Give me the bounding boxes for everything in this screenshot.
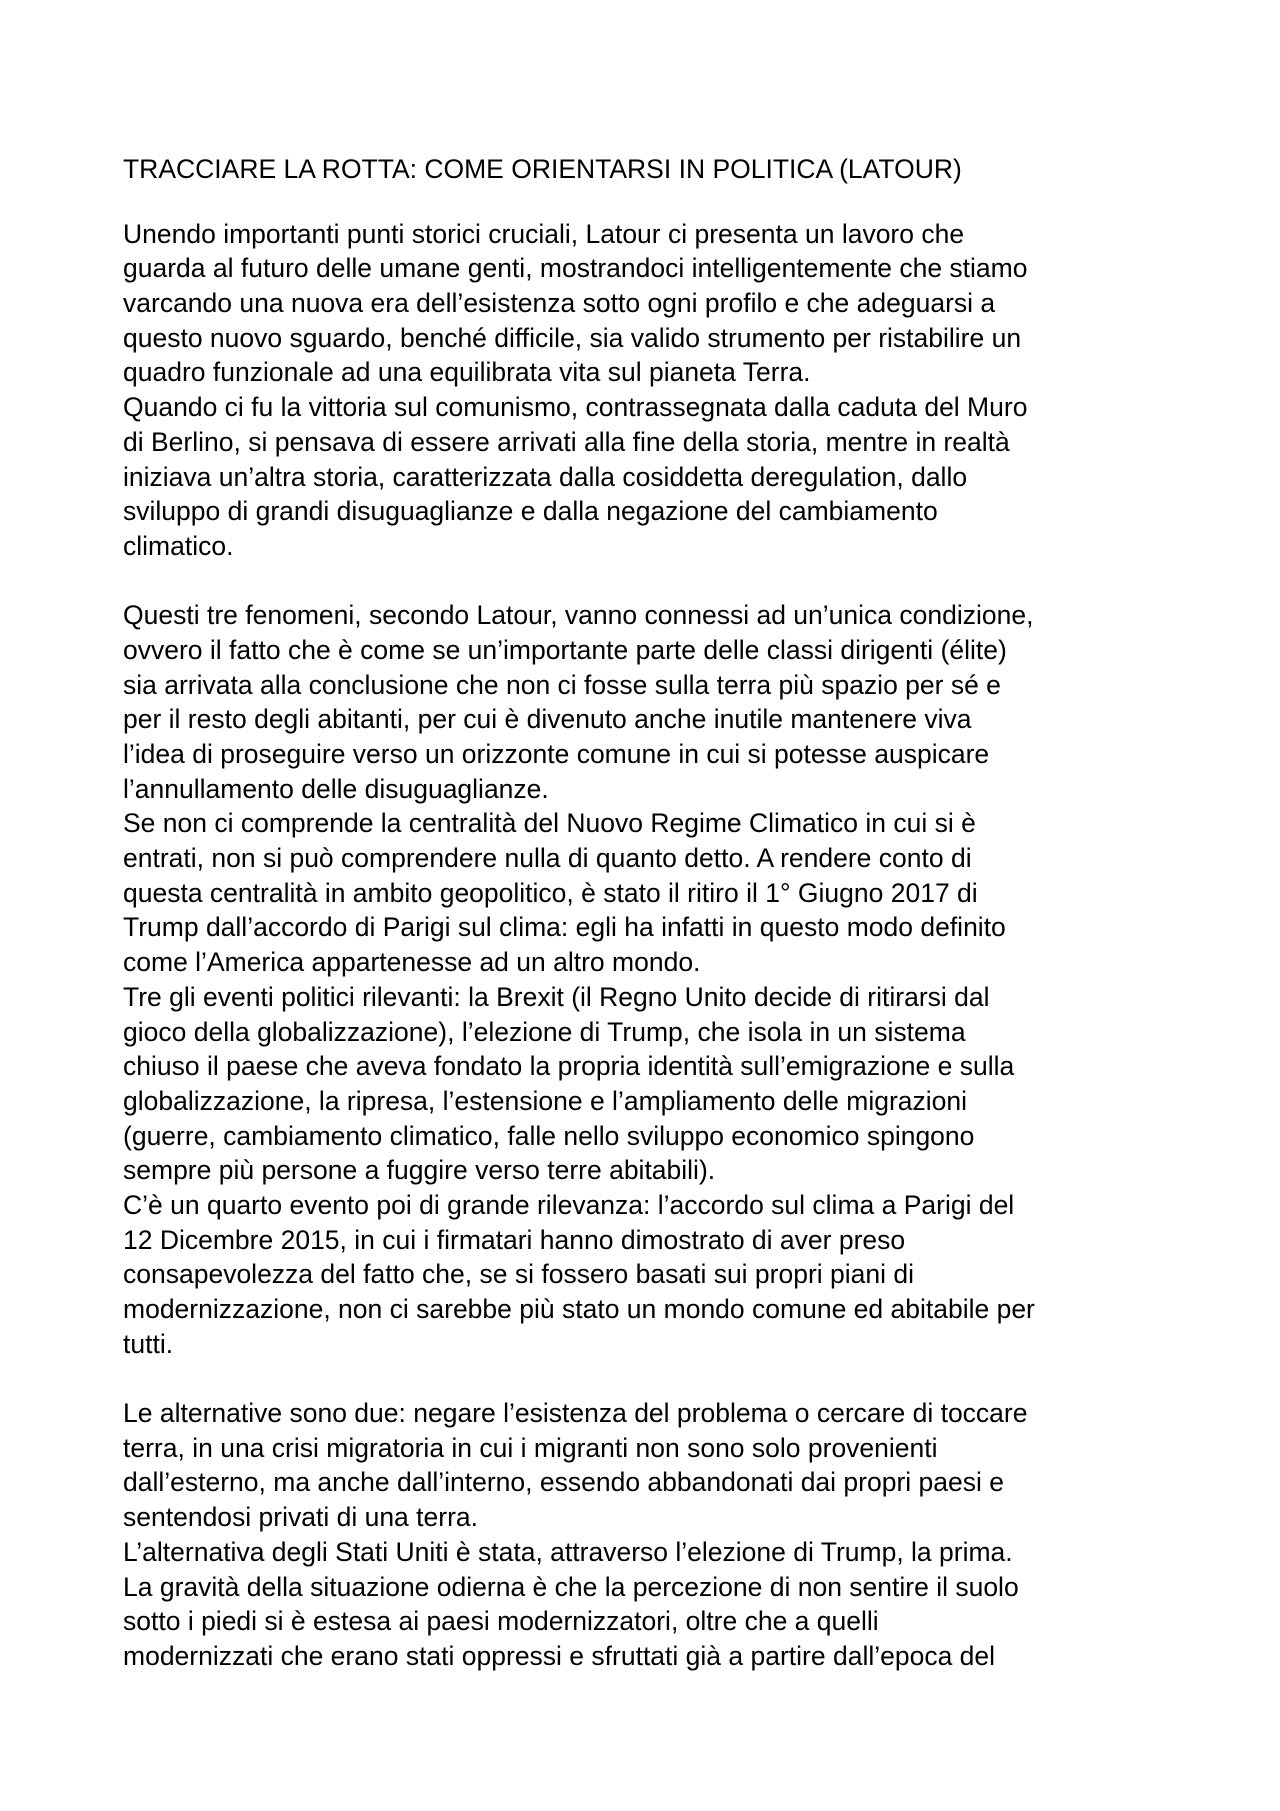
document-title: TRACCIARE LA ROTTA: COME ORIENTARSI IN POLITICA (LATOUR) xyxy=(123,154,962,184)
text-line: dall’esterno, ma anche dall’interno, essendo abbandonati dai propri paesi e xyxy=(123,1467,1004,1498)
text-line: Se non ci comprende la centralità del Nuovo Regime Climatico in cui si è xyxy=(123,808,976,839)
text-line: sotto i piedi si è estesa ai paesi modernizzatori, oltre che a quelli xyxy=(123,1606,879,1637)
text-line: entrati, non si può comprendere nulla di quanto detto. A rendere conto di xyxy=(123,843,972,874)
text-line: sviluppo di grandi disuguaglianze e dalla negazione del cambiamento xyxy=(123,496,938,527)
text-line: di Berlino, si pensava di essere arrivati alla fine della storia, mentre in realtà xyxy=(123,426,1010,457)
text-line: 12 Dicembre 2015, in cui i firmatari hanno dimostrato di aver preso xyxy=(123,1224,906,1255)
document-text xyxy=(123,217,1183,1674)
text-line: climatico. xyxy=(123,530,234,561)
text-line: modernizzati che erano stati oppressi e sfruttati già a partire dall’epoca del xyxy=(123,1640,996,1671)
text-line: questo nuovo sguardo, benché difficile, sia valido strumento per ristabilire un xyxy=(123,322,1022,353)
text-line: La gravità della situazione odierna è che la percezione di non sentire il suolo xyxy=(123,1571,1019,1602)
text-line: tutti. xyxy=(123,1328,174,1359)
text-line: (guerre, cambiamento climatico, falle nello sviluppo economico spingono xyxy=(123,1120,975,1151)
text-line: sentendosi privati di una terra. xyxy=(123,1502,479,1533)
text-line: Trump dall’accordo di Parigi sul clima: egli ha infatti in questo modo definito xyxy=(123,912,1006,943)
text-line: C’è un quarto evento poi di grande rilevanza: l’accordo sul clima a Parigi del xyxy=(123,1189,1015,1220)
text-line: iniziava un’altra storia, caratterizzata dalla cosiddetta deregulation, dallo xyxy=(123,461,968,492)
text-line: Tre gli eventi politici rilevanti: la Brexit (il Regno Unito decide di ritirarsi dal xyxy=(123,981,990,1012)
text-line: varcando una nuova era dell’esistenza sotto ogni profilo e che adeguarsi a xyxy=(123,288,996,319)
text-line: terra, in una crisi migratoria in cui i migranti non sono solo provenienti xyxy=(123,1432,938,1463)
text-line: ovvero il fatto che è come se un’importante parte delle classi dirigenti (élite) xyxy=(123,634,1007,665)
text-line: modernizzazione, non ci sarebbe più stato un mondo comune ed abitabile per xyxy=(123,1294,1035,1325)
text-line: l’annullamento delle disuguaglianze. xyxy=(123,773,549,804)
text-line: consapevolezza del fatto che, se si fossero basati sui propri piani di xyxy=(123,1259,915,1290)
text-line: l’idea di proseguire verso un orizzonte comune in cui si potesse auspicare xyxy=(123,739,990,770)
text-line: Unendo importanti punti storici cruciali, Latour ci presenta un lavoro che xyxy=(123,218,965,249)
blank-line xyxy=(123,1361,1183,1396)
text-line: gioco della globalizzazione), l’elezione di Trump, che isola in un sistema xyxy=(123,1016,966,1047)
text-line: questa centralità in ambito geopolitico, è stato il ritiro il 1° Giugno 2017 di xyxy=(123,877,978,908)
text-line: guarda al futuro delle umane genti, mostrandoci intelligentemente che stiamo xyxy=(123,253,1028,284)
text-line: Questi tre fenomeni, secondo Latour, vanno connessi ad un’unica condizione, xyxy=(123,600,1034,631)
text-line: chiuso il paese che aveva fondato la propria identità sull’emigrazione e sulla xyxy=(123,1051,1015,1082)
text-line: quadro funzionale ad una equilibrata vita sul pianeta Terra. xyxy=(123,357,811,388)
text-line: Quando ci fu la vittoria sul comunismo, contrassegnata dalla caduta del Muro xyxy=(123,392,1028,423)
text-line: come l’America appartenesse ad un altro mondo. xyxy=(123,947,701,978)
text-line: Le alternative sono due: negare l’esistenza del problema o cercare di toccare xyxy=(123,1398,1028,1429)
text-line: sia arrivata alla conclusione che non ci fosse sulla terra più spazio per sé e xyxy=(123,669,1001,700)
text-line: sempre più persone a fuggire verso terre abitabili). xyxy=(123,1155,716,1186)
blank-line xyxy=(123,564,1183,599)
text-line: L’alternativa degli Stati Uniti è stata, attraverso l’elezione di Trump, la prima. xyxy=(123,1536,1013,1567)
text-line: per il resto degli abitanti, per cui è divenuto anche inutile mantenere viva xyxy=(123,704,972,735)
text-line: globalizzazione, la ripresa, l’estensione e l’ampliamento delle migrazioni xyxy=(123,1085,968,1116)
document-body xyxy=(123,152,1183,1674)
